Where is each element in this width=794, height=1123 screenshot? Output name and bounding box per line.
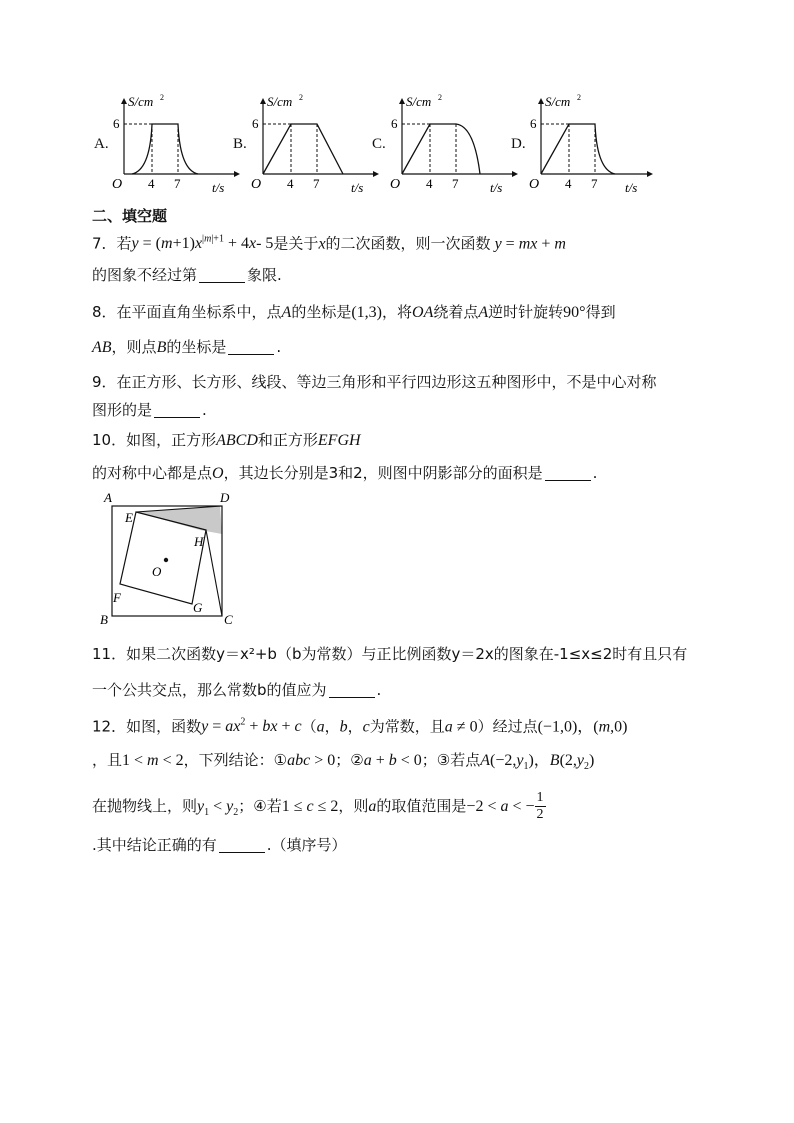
s-axis-sup: 2 <box>160 93 164 102</box>
origin-label: O <box>390 177 401 192</box>
parabola-equation: $y = ax^2$ + bx + c <box>201 717 302 736</box>
x-tick-4: 4 <box>565 176 572 191</box>
s-axis-sup: 2 <box>299 93 303 102</box>
t-axis-label: t/s <box>490 180 503 195</box>
s-axis-sup: 2 <box>577 93 581 102</box>
t-axis-label: t/s <box>625 180 638 195</box>
y-tick: 6 <box>113 116 120 131</box>
y-tick: 6 <box>530 116 537 131</box>
question-7-line-1: 7．若$y = (m+1)x^{|m|+1} + 4x-$ 5是关于x的二次函数，则一次函数 y = mx + m <box>92 234 566 253</box>
s-axis-label: S/cm <box>406 94 432 109</box>
question-12-line-4: .其中结论正确的有 .（填序号） <box>92 836 347 854</box>
vertex-a: A <box>104 490 112 505</box>
option-letter: C. <box>372 136 386 152</box>
answer-blank[interactable] <box>199 268 245 283</box>
question-12-line-3: 在抛物线上，则$y_1 < y_2$；④若1 ≤ c ≤ 2，则a的取值范围是−2 < a < − $\frac{1}{2}$ <box>92 790 544 822</box>
answer-blank[interactable] <box>329 683 375 698</box>
x-tick-7: 7 <box>313 176 320 191</box>
question-9-line-2: 图形的是 . <box>92 401 207 419</box>
squares-svg <box>96 486 246 626</box>
vertex-h: H <box>194 534 204 549</box>
equation-linear: y = mx + m <box>494 235 566 253</box>
question-10-line-1: 10．如图，正方形ABCD和正方形EFGH <box>92 431 361 449</box>
t-axis-label: t/s <box>351 180 364 195</box>
x-tick-7: 7 <box>591 176 598 191</box>
s-axis-label: S/cm <box>267 94 293 109</box>
option-letter: D. <box>511 136 526 152</box>
s-axis-label: S/cm <box>545 94 571 109</box>
equation-quadratic: $y = (m+1)x^{|m|+1} + 4x-$ 5 <box>131 234 274 253</box>
s-axis-sup: 2 <box>438 93 442 102</box>
origin-label: O <box>112 177 123 192</box>
x-tick-7: 7 <box>174 176 181 191</box>
vertex-b: B <box>100 612 108 626</box>
question-11-line-2: 一个公共交点，那么常数b的值应为 . <box>92 681 382 699</box>
graph-a-svg <box>92 93 242 195</box>
x-tick-4: 4 <box>287 176 294 191</box>
option-letter: B. <box>233 136 247 152</box>
section-heading: 二、填空题 <box>92 207 168 225</box>
answer-blank[interactable] <box>228 340 274 355</box>
answer-blank[interactable] <box>154 403 200 418</box>
question-10-line-2: 的对称中心都是点O，其边长分别是3和2，则图中阴影部分的面积是 . <box>92 464 598 482</box>
vertex-e: E <box>125 510 133 525</box>
origin-label: O <box>529 177 540 192</box>
vertex-c: C <box>224 612 233 626</box>
option-a-graph <box>92 93 242 195</box>
x-tick-4: 4 <box>148 176 155 191</box>
y-tick: 6 <box>252 116 259 131</box>
option-letter: A. <box>94 136 109 152</box>
answer-options-graphs <box>92 93 652 195</box>
s-axis-label: S/cm <box>128 94 154 109</box>
answer-blank[interactable] <box>545 466 591 481</box>
question-12-line-1: 12．如图，函数$y = ax^2$ + bx + c（a，b，c为常数，且a ≠ 0）经过点(−1,0)，(m,0) <box>92 717 628 736</box>
vertex-g: G <box>193 600 203 615</box>
question-8-line-2: AB，则点B的坐标是 . <box>92 338 282 356</box>
vertex-f: F <box>113 590 121 605</box>
y-tick: 6 <box>391 116 398 131</box>
squares-figure <box>96 486 246 626</box>
graph-d-svg <box>509 93 659 195</box>
fraction-one-half: $\frac{1}{2}$ <box>536 790 544 822</box>
question-9-line-1: 9．在正方形、长方形、线段、等边三角形和平行四边形这五种图形中，不是中心对称 <box>92 373 657 391</box>
x-tick-7: 7 <box>452 176 459 191</box>
question-7-line-2: 的图象不经过第 象限. <box>92 266 282 284</box>
question-12-line-2: ，且1 < m < 2，下列结论：①abc > 0；②a + b < 0；③若点$A(-2,y_1)$，$B(2,y_2)$ <box>92 751 595 773</box>
t-axis-label: t/s <box>212 180 225 195</box>
x-tick-4: 4 <box>426 176 433 191</box>
answer-blank[interactable] <box>219 838 265 853</box>
option-c-graph <box>370 93 520 195</box>
option-d-graph <box>509 93 659 195</box>
origin-label: O <box>251 177 262 192</box>
question-11-line-1: 11．如果二次函数y＝x²+b（b为常数）与正比例函数y＝2x的图象在-1≤x≤2时有且只有 <box>92 645 688 663</box>
center-o: O <box>152 564 162 579</box>
question-8-line-1: 8．在平面直角坐标系中，点A的坐标是(1,3)，将OA绕着点A逆时针旋转90°得到 <box>92 303 616 321</box>
graph-c-svg <box>370 93 520 195</box>
option-b-graph <box>231 93 381 195</box>
graph-b-svg <box>231 93 381 195</box>
vertex-d: D <box>220 490 230 505</box>
